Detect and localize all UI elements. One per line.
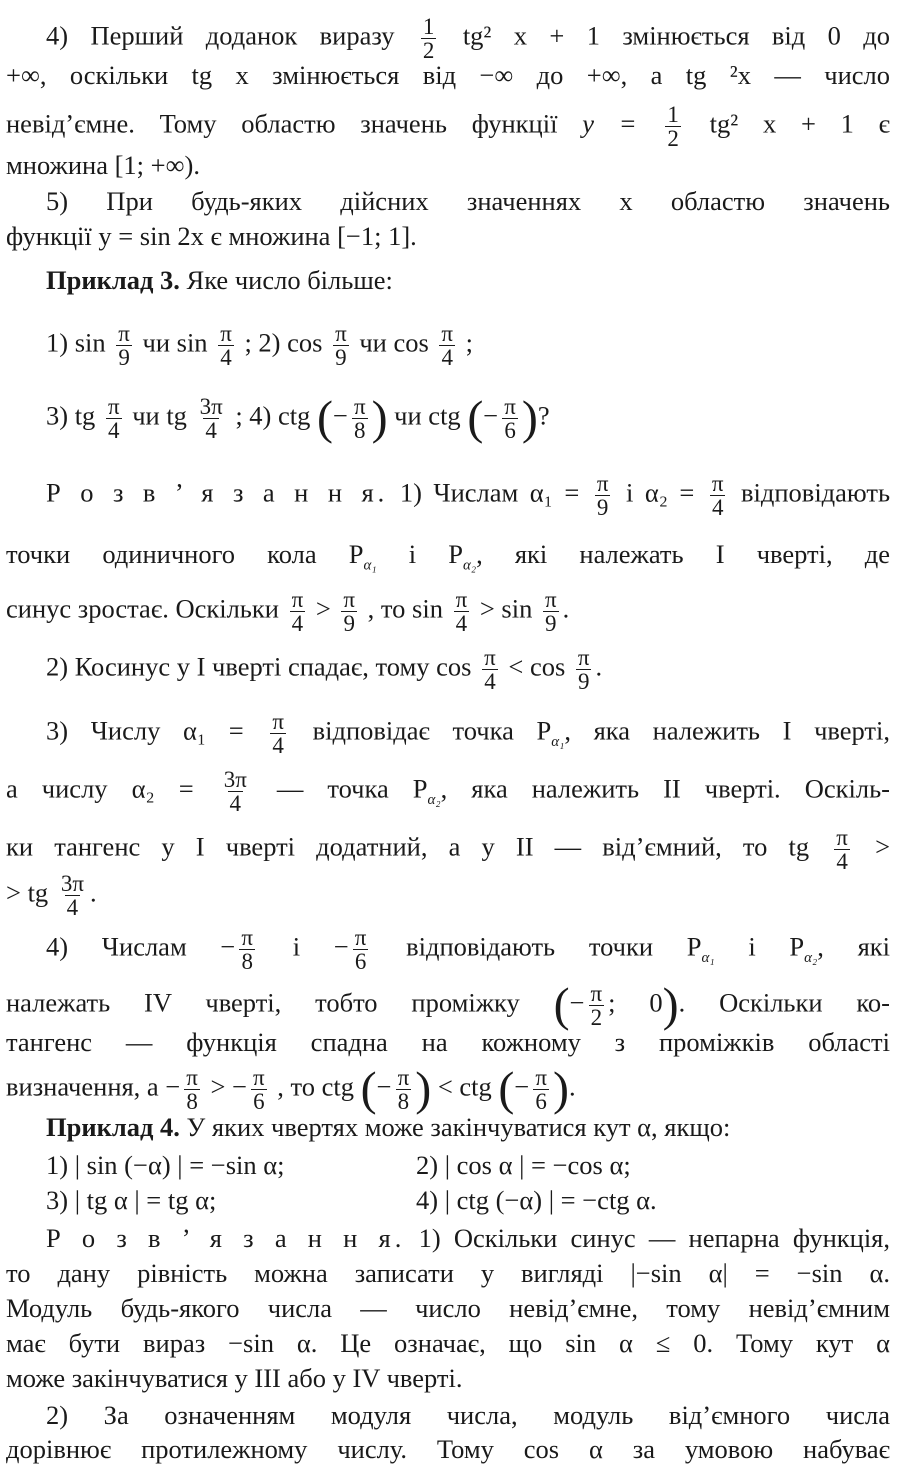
question-3-4: 3) tg $\frac{\pi}{4}$ чи tg $\frac{3\pi}{4}$ ; 4) ctg (− $\frac{\pi}{8}$ ) чи ctg (− $\frac{\pi}{6}$ )? [46, 391, 550, 445]
fraction-pi-9: $\frac{\pi}{9}$ [118, 321, 130, 370]
fraction-pi-6: $\frac{\pi}{6}$ [354, 925, 367, 974]
fraction-pi-8: $\frac{\pi}{8}$ [353, 394, 366, 443]
fraction-one-half: $\frac{1}{2}$ [667, 102, 679, 151]
fraction-pi-4: $\frac{\pi}{4}$ [441, 321, 454, 370]
line-4: множина [1; +∞). [6, 150, 200, 180]
line-5: 5) При будь-яких дійсних значеннях x областю значень [46, 186, 890, 216]
fraction-pi-8: $\frac{\pi}{8}$ [186, 1065, 198, 1114]
solution-line-4: 2) Косинус у I чверті спадає, тому cos $\frac{\pi}{4}$ < cos $\frac{\pi}{9}$ . [46, 645, 603, 694]
fraction-pi-4: $\frac{\pi}{4}$ [107, 394, 120, 443]
fraction-pi-9: $\frac{\pi}{9}$ [544, 587, 557, 636]
fraction-pi-4: $\frac{\pi}{4}$ [711, 471, 724, 520]
line-3: невід’ємне. Тому областю значень функції y = $\frac{1}{2}$ tg² x + 1 є [6, 102, 891, 151]
fraction-one-half: $\frac{1}{2}$ [422, 14, 435, 63]
fraction-pi-6: $\frac{\pi}{6}$ [504, 394, 516, 443]
fraction-pi-8: $\frac{\pi}{8}$ [397, 1065, 410, 1114]
solution-line-7: ки тангенс у I чверті додатний, а у II — від’ємний, то tg $\frac{\pi}{4}$ > [6, 825, 891, 874]
fraction-pi-9: $\frac{\pi}{9}$ [577, 645, 590, 694]
text: tg² x + 1 змінюється від 0 до [462, 20, 891, 51]
fraction-pi-4: $\frac{\pi}{4}$ [455, 587, 468, 636]
fraction-pi-4: $\frac{\pi}{4}$ [836, 825, 848, 874]
line-2: +∞, оскільки tg x змінюється від −∞ до +∞, а tg ²x — число [6, 60, 890, 90]
question-1-2: 1) sin $\frac{\pi}{9}$ чи sin $\frac{\pi}{4}$ ; 2) cos $\frac{\pi}{9}$ чи cos $\frac{\pi}{4}$ ; [46, 321, 474, 370]
answer-line-2: то дану рівність можна записати у вигляді |−sin α| = −sin α. [6, 1258, 890, 1288]
solution-line-12: визначення, а − $\frac{\pi}{8}$ > − $\frac{\pi}{6}$ , то ctg (− $\frac{\pi}{8}$ ) < ctg (− $\frac{\pi}{6}$ ). [6, 1062, 576, 1116]
fraction-pi-6: $\frac{\pi}{6}$ [535, 1065, 547, 1114]
answer-line-1: Р о з в ’ я з а н н я. 1) Оскільки синус — непарна функція, [46, 1223, 890, 1253]
fraction-pi-4: $\frac{\pi}{4}$ [484, 645, 496, 694]
solution-line-1: Р о з в ’ я з а н н я. 1) Числам α₁ = $\frac{\pi}{9}$ і α₂ = $\frac{\pi}{4}$ відповідають [46, 471, 891, 520]
condition-1-2: 1) | sin (−α) | = −sin α; 2) | cos α | = −cos α; [46, 1150, 631, 1180]
fraction-3pi-4: $\frac{3\pi}{4}$ [60, 871, 84, 920]
solution-line-9: 4) Числам − $\frac{\pi}{8}$ і − $\frac{\pi}{6}$ відповідають точки $P_{\alpha_1}$ і $P_{\alpha_2}$, які [46, 925, 891, 974]
fraction-pi-9: $\frac{\pi}{9}$ [596, 471, 609, 520]
fraction-pi-9: $\frac{\pi}{9}$ [335, 321, 347, 370]
line-1 [46, 15, 890, 62]
fraction-pi-6: $\frac{\pi}{6}$ [253, 1065, 265, 1114]
solution-line-5: 3) Числу α₁ = $\frac{\pi}{4}$ відповідає точка $P_{\alpha_1}$, яка належить I чверті, [46, 709, 890, 758]
solution-line-11: тангенс — функція спадна на кожному з проміжків області [6, 1027, 890, 1057]
solution-line-2: точки одиничного кола $P_{\alpha_1}$ і $P_{\alpha_2}$, які належать I чверті, де [6, 539, 890, 574]
answer-line-3: Модуль будь-якого числа — число невід’ємне, тому невід’ємним [6, 1293, 890, 1323]
answer-line-6: 2) За означенням модуля числа, модуль від’ємного числа [46, 1400, 890, 1430]
text: 4) Перший доданок виразу [46, 20, 395, 51]
fraction-pi-4: $\frac{\pi}{4}$ [272, 709, 284, 758]
example-3-heading: Приклад 3. Яке число більше: [46, 265, 393, 295]
fraction-pi-8: $\frac{\pi}{8}$ [241, 925, 254, 974]
fraction-3pi-4: $\frac{3\pi}{4}$ [199, 394, 223, 443]
fraction-pi-9: $\frac{\pi}{9}$ [343, 587, 356, 636]
condition-3-4: 3) | tg α | = tg α; 4) | ctg (−α) | = −ctg α. [46, 1185, 657, 1215]
answer-line-4: має бути вираз −sin α. Це означає, що sin α ≤ 0. Тому кут α [6, 1328, 890, 1358]
line-6: функції y = sin 2x є множина [−1; 1]. [6, 221, 417, 251]
answer-line-7: дорівнює протилежному числу. Тому cos α за умовою набуває [6, 1434, 890, 1464]
fraction-3pi-4: $\frac{3\pi}{4}$ [223, 767, 247, 816]
fraction-pi-4: $\frac{\pi}{4}$ [291, 587, 304, 636]
fraction-pi-4: $\frac{\pi}{4}$ [220, 321, 232, 370]
fraction-pi-2: $\frac{\pi}{2}$ [590, 981, 603, 1030]
solution-line-10: належать IV чверті, тобто проміжку (− $\frac{\pi}{2}$ ; 0). Оскільки ко- [6, 978, 891, 1032]
solution-line-8: > tg $\frac{3\pi}{4}$ . [6, 871, 97, 920]
example-4-heading: Приклад 4. У яких чвертях може закінчуватися кут α, якщо: [46, 1112, 731, 1142]
solution-line-6: а числу α₂ = $\frac{3\pi}{4}$ — точка $P_{\alpha_2}$, яка належить II чверті. Оскіль- [6, 767, 890, 816]
answer-line-5: може закінчуватися у III або у IV чверті. [6, 1363, 463, 1393]
solution-line-3: синус зростає. Оскільки $\frac{\pi}{4}$ > $\frac{\pi}{9}$ , то sin $\frac{\pi}{4}$ > sin $\frac{\pi}{9}$ . [6, 587, 570, 636]
